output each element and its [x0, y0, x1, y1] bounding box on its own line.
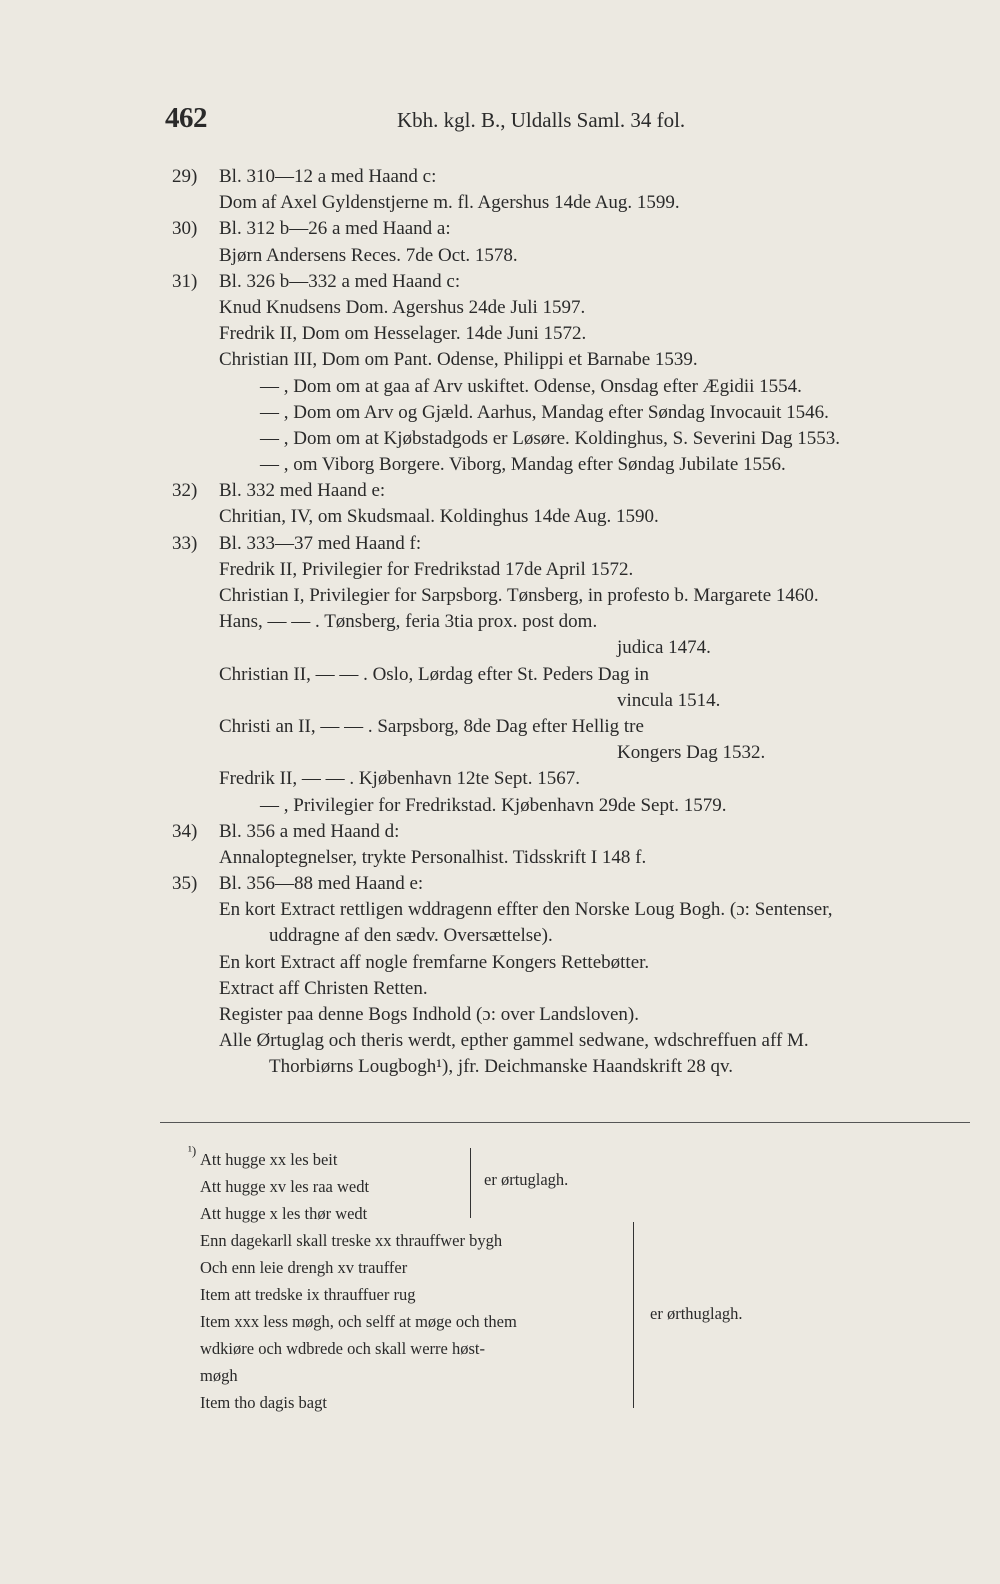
entry-text: Bl. 332 med Haand e: [219, 480, 386, 502]
entry-text: Bl. 356—88 med Haand e: [219, 873, 424, 895]
entry-number: 29) [172, 166, 198, 187]
entry-line [172, 426, 972, 452]
entry-text: Christian I, Privilegier for Sarpsborg. Tønsberg, in profesto b. Margarete 1460. [219, 585, 819, 606]
entry-line [172, 557, 972, 583]
entry-line [172, 321, 972, 347]
entry-number: 30) [172, 218, 198, 240]
entry-number: 32) [172, 480, 198, 502]
footnote-marker: ¹) [188, 1143, 197, 1158]
entry-line [172, 164, 972, 190]
entry-list [172, 164, 972, 1081]
entry-line [172, 347, 972, 373]
entry-text: uddragne af den sædv. Oversættelse). [269, 925, 553, 947]
footnote-line: Att hugge xx les beit [200, 1150, 338, 1169]
entry-text: Annaloptegnelser, trykte Personalhist. Tidsskrift I 148 f. [219, 846, 647, 868]
footnote-line: Att hugge xv les raa wedt [200, 1177, 370, 1196]
entry-line [172, 950, 972, 976]
entry-line [172, 976, 972, 1002]
entry-text: Bjørn Andersens Reces. 7de Oct. 1578. [219, 244, 518, 266]
entry-line [172, 714, 972, 740]
footnote-line: Item att tredske ix thrauffuer rug [200, 1285, 416, 1304]
footnote-line: Och enn leie drengh xv trauffer [200, 1258, 408, 1277]
footnote-label: er ørtuglagh. [484, 1170, 569, 1189]
entry-text: Bl. 326 b—332 a med Haand c: [219, 270, 461, 292]
entry-line [172, 819, 972, 845]
brace-line [633, 1222, 636, 1408]
entry-line [172, 923, 972, 949]
footnote-line: Enn dagekarll skall treske xx thrauffwer bygh [200, 1231, 503, 1250]
entry-text: Bl. 333—37 med Haand f: [219, 532, 422, 554]
entry-line [172, 452, 972, 478]
entry-line [172, 243, 972, 269]
footnote-label: er ørthuglagh. [650, 1304, 743, 1323]
entry-text: Thorbiørns Lougbogh¹), jfr. Deichmanske Haandskrift 28 qv. [269, 1056, 734, 1078]
entry-text: Fredrik II, Privilegier for Fredrikstad 17de April 1572. [219, 558, 634, 580]
entry-text: — , Privilegier for Fredrikstad. Kjøbenhavn 29de Sept. 1579. [260, 794, 727, 816]
entry-text: vincula 1514. [617, 689, 721, 711]
footnote-separator [160, 1122, 970, 1123]
footnote-line: Att hugge x les thør wedt [200, 1204, 368, 1223]
entry-line [172, 531, 972, 557]
entry-line [172, 504, 972, 530]
entry-number: 33) [172, 532, 198, 554]
page-header [165, 102, 965, 142]
entry-line [172, 1054, 972, 1080]
entry-text: Hans, — — . Tønsberg, feria 3tia prox. post dom. [219, 611, 598, 633]
entry-text: Christian III, Dom om Pant. Odense, Philippi et Barnabe 1539. [219, 349, 698, 371]
entry-text: Bl. 356 a med Haand d: [219, 820, 400, 842]
entry-number: 31) [172, 270, 198, 292]
entry-text: Bl. 312 b—26 a med Haand a: [219, 218, 451, 240]
entry-text: Christian II, — — . Oslo, Lørdag efter St. Peders Dag in [219, 663, 650, 685]
entry-number: 34) [172, 820, 198, 842]
entry-line [172, 216, 972, 242]
entry-line [172, 190, 972, 216]
entry-text: Extract aff Christen Retten. [219, 977, 428, 999]
entry-line [172, 740, 972, 766]
entry-line [172, 1002, 972, 1028]
entry-line [172, 1028, 972, 1054]
entry-text: Dom af Axel Gyldenstjerne m. fl. Agershus 14de Aug. 1599. [219, 192, 680, 214]
entry-line [172, 845, 972, 871]
running-title: Kbh. kgl. B., Uldalls Saml. 34 fol. [397, 108, 686, 132]
entry-text: — , Dom om at gaa af Arv uskiftet. Odense, Onsdag efter Ægidii 1554. [260, 375, 802, 397]
entry-text: Bl. 310—12 a med Haand c: [219, 166, 437, 187]
entry-text: En kort Extract aff nogle fremfarne Kongers Rettebøtter. [219, 951, 650, 973]
footnote-line: Item tho dagis bagt [200, 1393, 327, 1412]
footnote-line: møgh [200, 1366, 238, 1385]
entry-line [172, 662, 972, 688]
entry-line [172, 269, 972, 295]
entry-line [172, 478, 972, 504]
entry-line [172, 766, 972, 792]
entry-text: Kongers Dag 1532. [617, 742, 766, 764]
entry-line [172, 583, 972, 609]
entry-line [172, 374, 972, 400]
entry-text: Christi an II, — — . Sarpsborg, 8de Dag efter Hellig tre [219, 715, 644, 737]
entry-line [172, 897, 972, 923]
entry-text: — , om Viborg Borgere. Viborg, Mandag efter Søndag Jubilate 1556. [260, 454, 786, 476]
entry-line [172, 400, 972, 426]
entry-line [172, 295, 972, 321]
entry-text: — , Dom om at Kjøbstadgods er Løsøre. Koldinghus, S. Severini Dag 1553. [260, 427, 840, 449]
footnote-line: Item xxx less møgh, och selff at møge och them [200, 1312, 517, 1331]
brace-line [470, 1148, 473, 1218]
entry-text: Chritian, IV, om Skudsmaal. Koldinghus 14de Aug. 1590. [219, 506, 659, 528]
entry-number: 35) [172, 873, 198, 895]
entry-text: Fredrik II, — — . Kjøbenhavn 12te Sept. 1567. [219, 768, 580, 790]
footnote [188, 1143, 960, 1416]
entry-line [172, 609, 972, 635]
entry-text: Knud Knudsens Dom. Agershus 24de Juli 1597. [219, 296, 586, 318]
entry-text: judica 1474. [617, 637, 711, 659]
entry-text: Fredrik II, Dom om Hesselager. 14de Juni 1572. [219, 323, 587, 345]
entry-line [172, 871, 972, 897]
page-number: 462 [165, 102, 207, 134]
entry-line [172, 793, 972, 819]
entry-text: Alle Ørtuglag och theris werdt, epther gammel sedwane, wdschreffuen aff M. [219, 1030, 809, 1052]
footnote-line: wdkiøre och wdbrede och skall werre høst- [200, 1339, 485, 1358]
entry-text: En kort Extract rettligen wddragenn effter den Norske Loug Bogh. (ɔ: Sentenser, [219, 899, 833, 921]
entry-text: — , Dom om Arv og Gjæld. Aarhus, Mandag efter Søndag Invocauit 1546. [260, 401, 829, 423]
entry-line [172, 688, 972, 714]
entry-text: Register paa denne Bogs Indhold (ɔ: over Landsloven). [219, 1004, 639, 1025]
entry-line [172, 635, 972, 661]
